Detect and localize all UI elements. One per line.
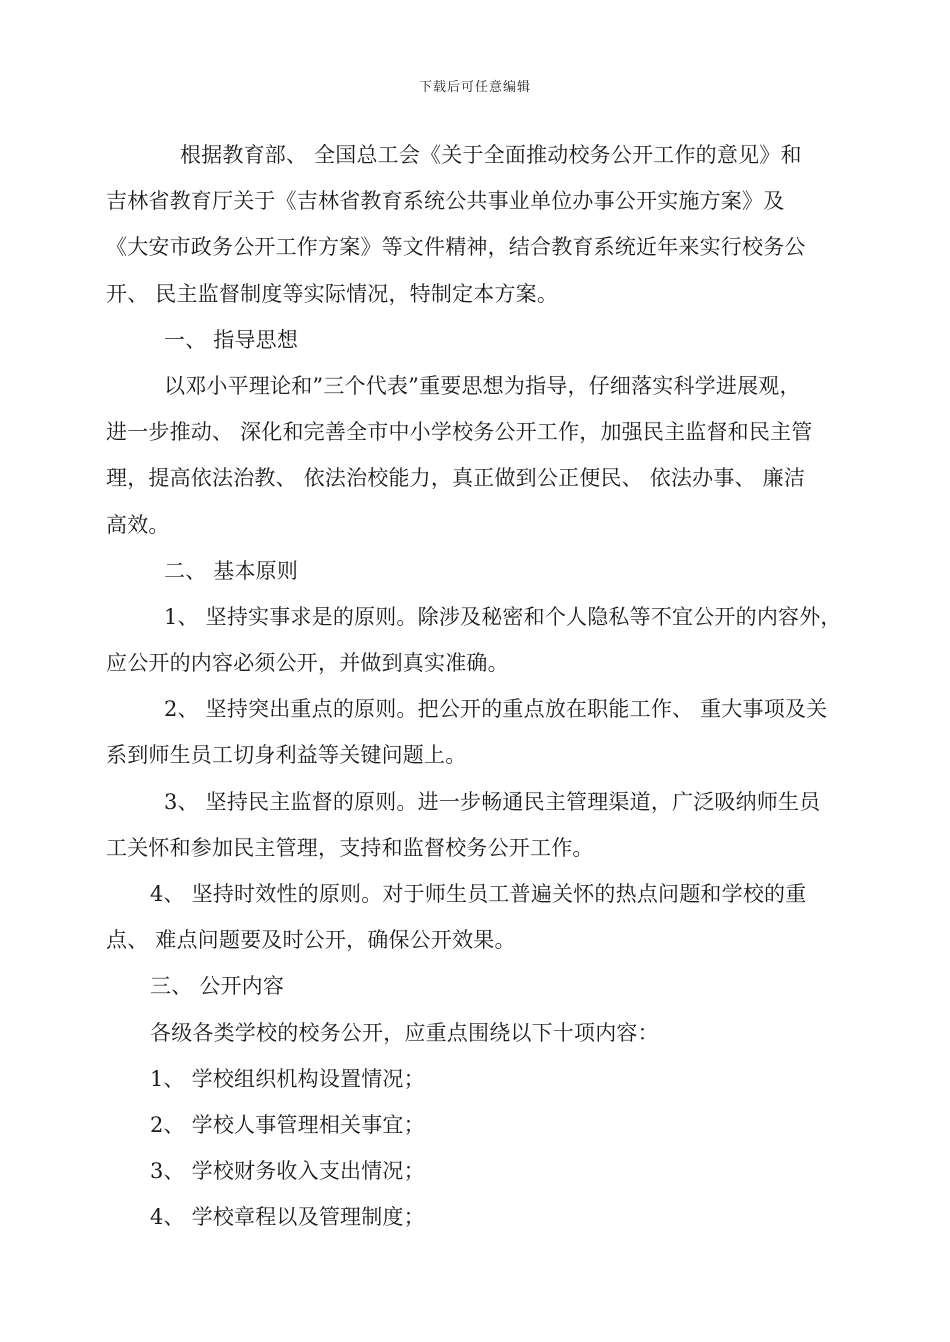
paragraph-line: 系到师生员工切身利益等关键问题上。: [106, 743, 467, 768]
list-item: 2、 学校人事管理相关事宜；: [150, 1112, 425, 1137]
paragraph-line: 理，提高依法治教、 依法治校能力，真正做到公正便民、 依法办事、 廉洁: [106, 466, 806, 491]
paragraph-line: 高效。: [106, 512, 170, 537]
paragraph-line: 进一步推动、 深化和完善全市中小学校务公开工作，加强民主监督和民主管: [106, 420, 813, 445]
document-body: [106, 132, 866, 1241]
paragraph-line: 根据教育部、 全国总工会《关于全面推动校务公开工作的意见》和: [180, 143, 802, 167]
paragraph-line: 点、 难点问题要及时公开，确保公开效果。: [106, 928, 516, 953]
paragraph-line: 应公开的内容必须公开，并做到真实准确。: [106, 651, 509, 676]
section-heading: 二、 基本原则: [164, 558, 299, 583]
list-item: 4、 坚持时效性的原则。对于师生员工普遍关怀的热点问题和学校的重: [150, 882, 807, 906]
paragraph-line: 以邓小平理论和”三个代表”重要思想为指导，仔细落实科学进展观，: [164, 373, 801, 398]
paragraph-line: 工关怀和参加民主管理，支持和监督校务公开工作。: [106, 835, 594, 860]
list-item: 4、 学校章程以及管理制度；: [150, 1205, 425, 1230]
paragraph-line: 《大安市政务公开工作方案》等文件精神，结合教育系统近年来实行校务公: [106, 235, 806, 260]
page-header: 下载后可任意编辑: [418, 80, 531, 95]
list-item: 1、 学校组织机构设置情况；: [150, 1066, 425, 1091]
list-item: 1、 坚持实事求是的原则。除涉及秘密和个人隐私等不宜公开的内容外，: [164, 604, 842, 629]
list-item: 3、 学校财务收入支出情况；: [150, 1159, 425, 1184]
section-heading: 一、 指导思想: [164, 327, 299, 352]
paragraph-line: 各级各类学校的校务公开，应重点围绕以下十项内容：: [150, 1020, 659, 1045]
list-item: 3、 坚持民主监督的原则。进一步畅通民主管理渠道，广泛吸纳师生员: [164, 789, 821, 814]
section-heading: 三、 公开内容: [150, 974, 285, 999]
paragraph-line: 开、 民主监督制度等实际情况，特制定本方案。: [106, 281, 559, 306]
paragraph-line: 吉林省教育厅关于《吉林省教育系统公共事业单位办事公开实施方案》及: [106, 189, 785, 214]
list-item: 2、 坚持突出重点的原则。把公开的重点放在职能工作、 重大事项及关: [164, 697, 828, 722]
